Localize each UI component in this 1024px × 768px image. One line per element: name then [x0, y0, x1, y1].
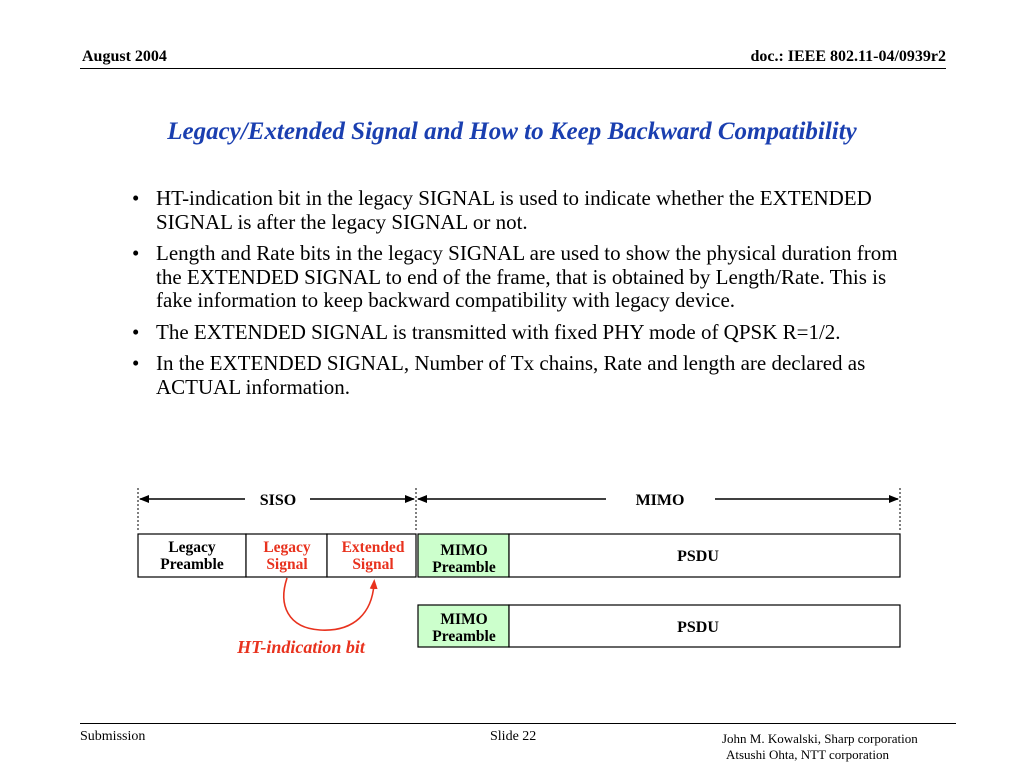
- psdu-label-row1: PSDU: [677, 548, 719, 565]
- mimo-preamble-row2-line1: MIMO: [440, 611, 488, 628]
- footer-authors: [722, 731, 918, 763]
- bullet-dot-icon: •: [132, 241, 140, 265]
- mimo-label: MIMO: [635, 492, 685, 509]
- bullet-text: The EXTENDED SIGNAL is transmitted with fixed PHY mode of QPSK R=1/2.: [156, 319, 841, 344]
- psdu-label-row2: PSDU: [677, 619, 719, 636]
- extended-signal-label-line1: Extended: [341, 539, 405, 556]
- footer-rule: [80, 723, 956, 724]
- bullet-dot-icon: •: [132, 351, 140, 375]
- legacy-preamble-label-line2: Preamble: [160, 556, 224, 573]
- slide-title: Legacy/Extended Signal and How to Keep Backward Compatibility: [167, 118, 857, 145]
- header-date: August 2004: [82, 48, 167, 65]
- mimo-preamble-row2-line2: Preamble: [432, 628, 496, 645]
- ht-indication-label: HT-indication bit: [237, 637, 365, 657]
- legacy-preamble-label-line1: Legacy: [168, 539, 216, 556]
- extended-signal-label-line2: Signal: [352, 556, 394, 573]
- mimo-preamble-row1-line2: Preamble: [432, 559, 496, 576]
- legacy-signal-label-line2: Signal: [266, 556, 308, 573]
- footer-author-1: John M. Kowalski, Sharp corporation: [722, 731, 918, 746]
- bullet-text: Length and Rate bits in the legacy SIGNAL are used to show the physical duration from the EXTENDED SIGNAL to end of the frame, that is obtained by Length/Rate. This is fake information to keep backward compatibility with legacy device.: [156, 241, 898, 312]
- mimo-preamble-row1-line1: MIMO: [440, 542, 488, 559]
- bullet-dot-icon: •: [132, 319, 140, 344]
- footer-slide-number: Slide 22: [490, 729, 537, 744]
- siso-label: SISO: [259, 492, 297, 509]
- bullet-dot-icon: •: [132, 186, 140, 210]
- bullet-text: In the EXTENDED SIGNAL, Number of Tx chains, Rate and length are declared as ACTUAL information.: [156, 351, 866, 399]
- footer-submission: Submission: [80, 729, 146, 744]
- legacy-signal-label-line1: Legacy: [263, 539, 311, 556]
- bullet-text: HT-indication bit in the legacy SIGNAL is used to indicate whether the EXTENDED SIGNAL is after the legacy SIGNAL or not.: [156, 186, 872, 234]
- footer-author-2: Atsushi Ohta, NTT corporation: [726, 747, 889, 762]
- ht-indication-arrow: [284, 578, 374, 630]
- header-doc-id: doc.: IEEE 802.11-04/0939r2: [750, 48, 946, 65]
